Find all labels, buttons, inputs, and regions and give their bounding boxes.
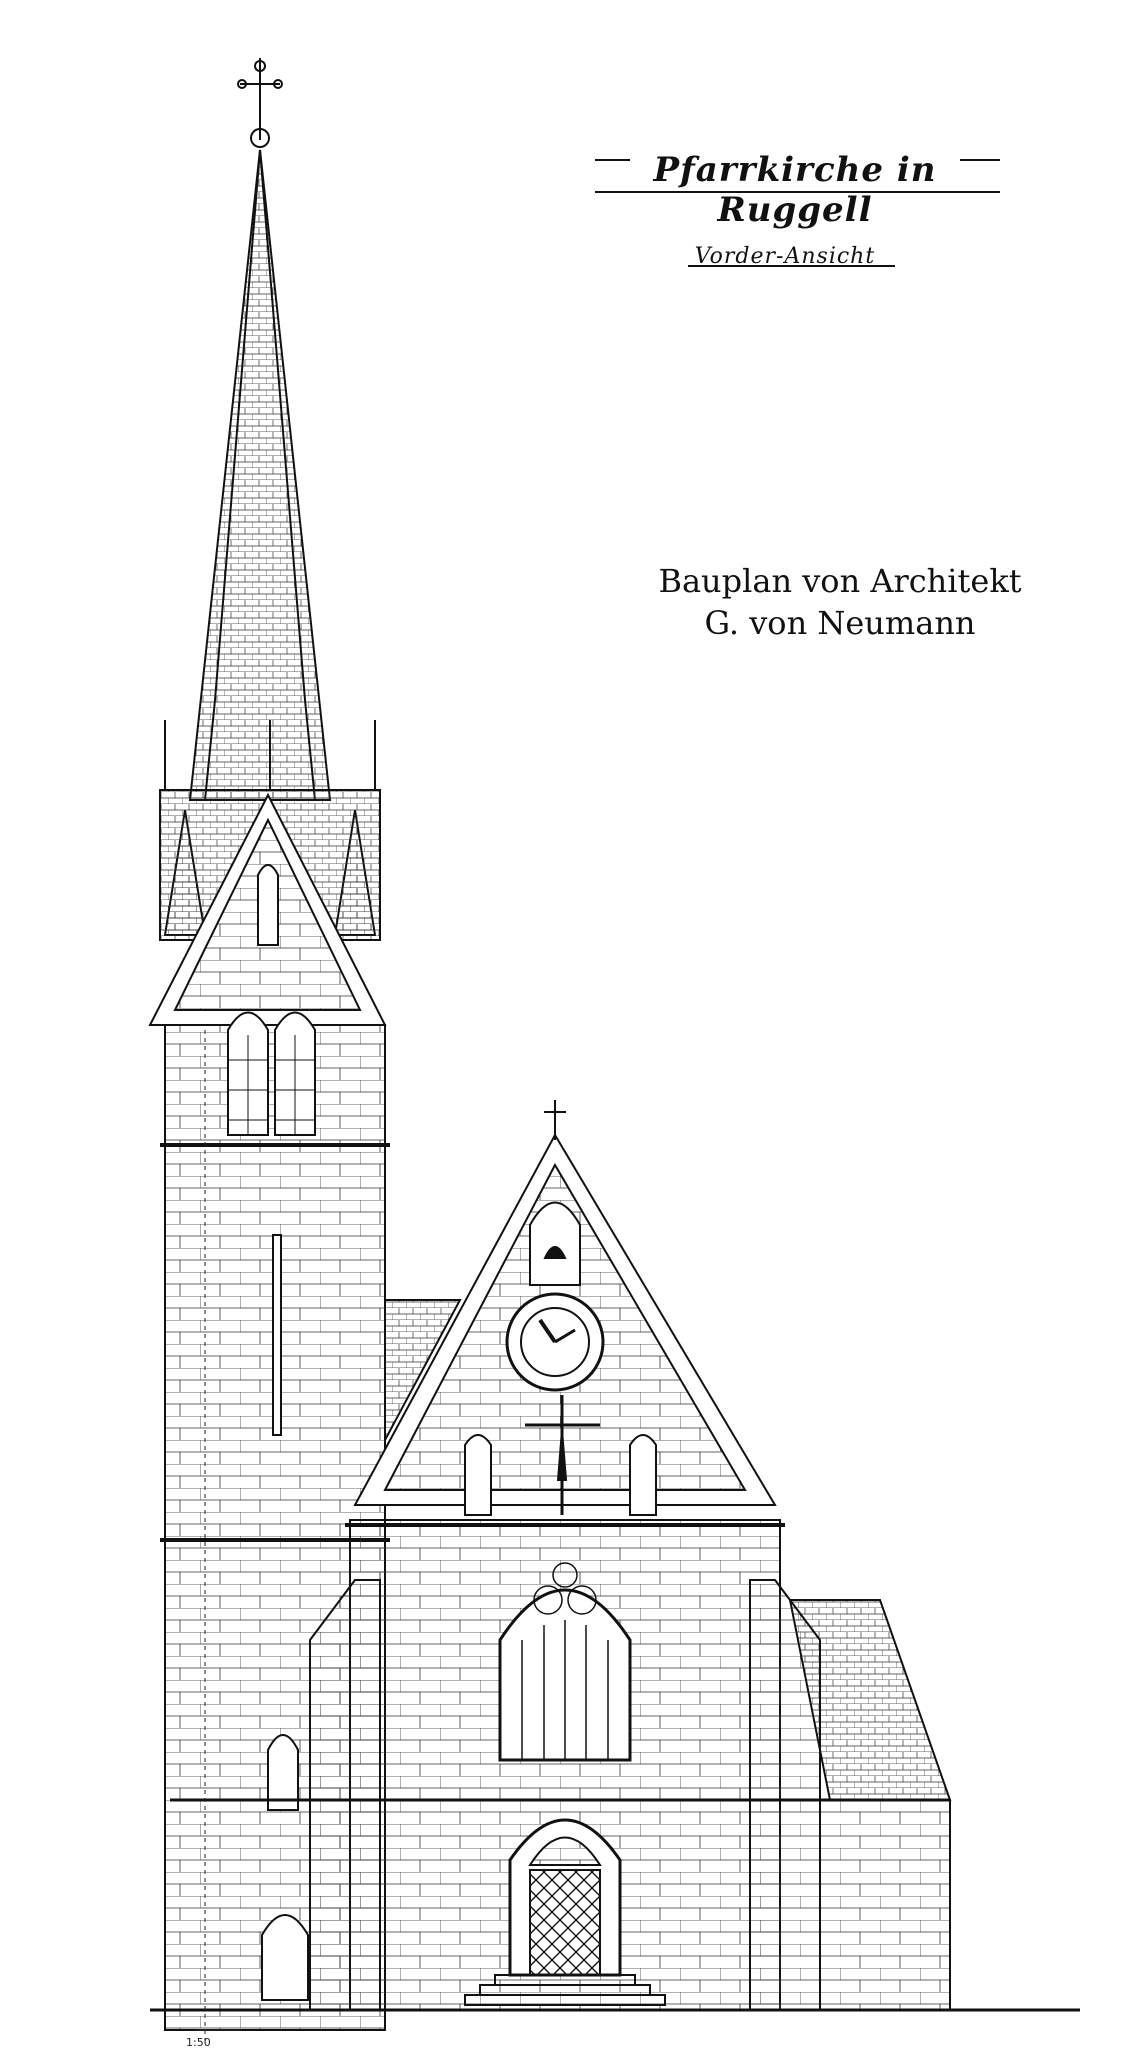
title-underlines: [595, 160, 1000, 266]
portal-door: [530, 1870, 600, 1975]
tower-door: [262, 1915, 308, 2000]
scale-label: 1:50: [186, 2036, 211, 2049]
buttress-left: [310, 1580, 380, 2010]
gable-cross: [544, 1100, 566, 1140]
tower-finial-cross: [238, 58, 282, 147]
drawing-title: Pfarrkirche in Ruggell: [653, 150, 937, 230]
clock: [507, 1294, 603, 1390]
caption-line-1: Bauplan von Architekt: [658, 562, 1022, 600]
caption-line-2: G. von Neumann: [704, 604, 976, 642]
buttress-right: [750, 1580, 820, 2010]
drawing-subtitle: Vorder-Ansicht: [694, 244, 876, 269]
tower-spire: [190, 150, 330, 800]
bell-window: [530, 1203, 580, 1286]
